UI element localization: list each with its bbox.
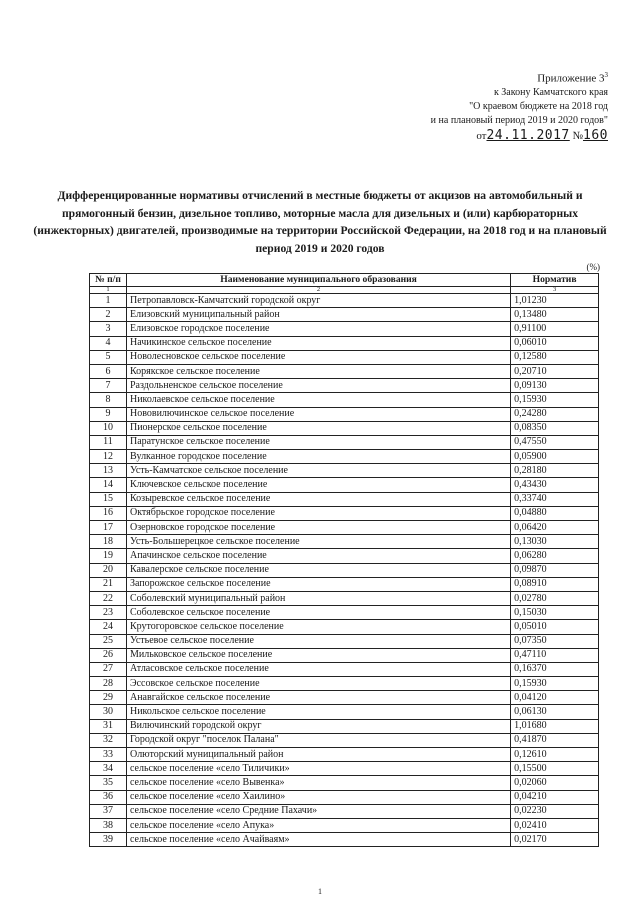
- table-row: [90, 677, 599, 691]
- row-number: 12: [90, 450, 127, 464]
- row-number: 13: [90, 464, 127, 478]
- row-number: 15: [90, 492, 127, 506]
- municipality-name: Корякское сельское поселение: [126, 364, 510, 378]
- norm-value: 0,91100: [511, 322, 599, 336]
- table-body: [90, 294, 599, 847]
- municipality-name: Октябрьское городское поселение: [126, 506, 510, 520]
- norm-value: 0,15930: [511, 677, 599, 691]
- row-number: 4: [90, 336, 127, 350]
- table-index-row: [90, 287, 599, 294]
- row-number: 18: [90, 535, 127, 549]
- norm-value: 0,28180: [511, 464, 599, 478]
- municipality-name: Соболевский муниципальный район: [126, 591, 510, 605]
- row-number: 19: [90, 549, 127, 563]
- norm-value: 0,20710: [511, 364, 599, 378]
- row-number: 24: [90, 620, 127, 634]
- appendix-title: Приложение $3^3$: [537, 71, 608, 85]
- norm-value: 0,06130: [511, 705, 599, 719]
- norm-value: 0,24280: [511, 407, 599, 421]
- table-row: [90, 393, 599, 407]
- municipality-name: Озерновское городское поселение: [126, 521, 510, 535]
- table-row: [90, 336, 599, 350]
- row-number: 33: [90, 748, 127, 762]
- row-number: 22: [90, 591, 127, 605]
- municipality-name: Анавгайское сельское поселение: [126, 691, 510, 705]
- norm-value: 0,02060: [511, 776, 599, 790]
- law-date: 24.11.2017: [486, 127, 570, 143]
- table-row: [90, 577, 599, 591]
- norm-value: 0,15030: [511, 606, 599, 620]
- norm-value: 0,05010: [511, 620, 599, 634]
- municipality-name: Никольское сельское поселение: [126, 705, 510, 719]
- table-row: [90, 762, 599, 776]
- row-number: 3: [90, 322, 127, 336]
- row-number: 37: [90, 804, 127, 818]
- norm-value: 0,41870: [511, 733, 599, 747]
- unit-label: (%): [586, 262, 600, 272]
- table-row: [90, 776, 599, 790]
- row-number: 6: [90, 364, 127, 378]
- law-title-line-2: и на плановый период 2019 и 2020 годов": [430, 114, 608, 126]
- municipality-name: Новолесновское сельское поселение: [126, 350, 510, 364]
- norm-value: 0,16370: [511, 662, 599, 676]
- norm-value: 0,09870: [511, 563, 599, 577]
- row-number: 21: [90, 577, 127, 591]
- norm-value: 0,33740: [511, 492, 599, 506]
- table-row: [90, 634, 599, 648]
- municipality-name: Усть-Камчатское сельское поселение: [126, 464, 510, 478]
- row-number: 29: [90, 691, 127, 705]
- norm-value: 0,47550: [511, 435, 599, 449]
- municipality-name: Усть-Большерецкое сельское поселение: [126, 535, 510, 549]
- table-row: [90, 364, 599, 378]
- page-number: 1: [318, 887, 322, 896]
- row-number: 9: [90, 407, 127, 421]
- norm-value: 0,15930: [511, 393, 599, 407]
- norm-value: 0,08350: [511, 421, 599, 435]
- municipality-name: Николаевское сельское поселение: [126, 393, 510, 407]
- law-number: 160: [583, 127, 608, 143]
- norm-value: 0,07350: [511, 634, 599, 648]
- norm-value: 0,02230: [511, 804, 599, 818]
- norms-table: [89, 273, 599, 847]
- municipality-name: Начикинское сельское поселение: [126, 336, 510, 350]
- table-row: [90, 662, 599, 676]
- municipality-name: Олюторский муниципальный район: [126, 748, 510, 762]
- municipality-name: сельское поселение «село Тиличики»: [126, 762, 510, 776]
- row-number: 36: [90, 790, 127, 804]
- norm-value: 0,47110: [511, 648, 599, 662]
- table-row: [90, 350, 599, 364]
- municipality-name: Соболевское сельское поселение: [126, 606, 510, 620]
- table-row: [90, 691, 599, 705]
- law-reference: к Закону Камчатского края: [493, 86, 608, 98]
- row-number: 10: [90, 421, 127, 435]
- municipality-name: Козыревское сельское поселение: [126, 492, 510, 506]
- table-row: [90, 790, 599, 804]
- municipality-name: сельское поселение «село Хаилино»: [126, 790, 510, 804]
- table-row: [90, 804, 599, 818]
- municipality-name: Мильковское сельское поселение: [126, 648, 510, 662]
- municipality-name: Крутогоровское сельское поселение: [126, 620, 510, 634]
- row-number: 17: [90, 521, 127, 535]
- table-row: [90, 705, 599, 719]
- municipality-name: Вулканное городское поселение: [126, 450, 510, 464]
- table-row: [90, 563, 599, 577]
- norm-value: 0,05900: [511, 450, 599, 464]
- municipality-name: Ключевское сельское поселение: [126, 478, 510, 492]
- row-number: 1: [90, 294, 127, 308]
- municipality-name: Нововилючинское сельское поселение: [126, 407, 510, 421]
- norm-value: 0,02410: [511, 818, 599, 832]
- table-header-row: [90, 274, 599, 287]
- row-number: 5: [90, 350, 127, 364]
- index-cell: 2: [126, 287, 510, 294]
- table-row: [90, 464, 599, 478]
- row-number: 31: [90, 719, 127, 733]
- norm-value: 0,02780: [511, 591, 599, 605]
- law-date-number: от24.11.2017 №160: [476, 127, 608, 143]
- table-row: [90, 521, 599, 535]
- table-row: [90, 733, 599, 747]
- table-row: [90, 407, 599, 421]
- municipality-name: Пионерское сельское поселение: [126, 421, 510, 435]
- municipality-name: Кавалерское сельское поселение: [126, 563, 510, 577]
- row-number: 39: [90, 833, 127, 847]
- table-row: [90, 549, 599, 563]
- norm-value: 0,15500: [511, 762, 599, 776]
- table-row: [90, 379, 599, 393]
- norm-value: 0,02170: [511, 833, 599, 847]
- header-norm: Норматив: [511, 274, 599, 287]
- table-row: [90, 833, 599, 847]
- municipality-name: Запорожское сельское поселение: [126, 577, 510, 591]
- table-row: [90, 719, 599, 733]
- municipality-name: сельское поселение «село Ачайваям»: [126, 833, 510, 847]
- municipality-name: сельское поселение «село Средние Пахачи»: [126, 804, 510, 818]
- municipality-name: Раздольненское сельское поселение: [126, 379, 510, 393]
- row-number: 7: [90, 379, 127, 393]
- table-row: [90, 478, 599, 492]
- norm-value: 1,01680: [511, 719, 599, 733]
- row-number: 27: [90, 662, 127, 676]
- table-row: [90, 506, 599, 520]
- table-row: [90, 435, 599, 449]
- row-number: 11: [90, 435, 127, 449]
- table-row: [90, 591, 599, 605]
- table-row: [90, 818, 599, 832]
- row-number: 20: [90, 563, 127, 577]
- row-number: 25: [90, 634, 127, 648]
- norm-value: 0,06010: [511, 336, 599, 350]
- municipality-name: Петропавловск-Камчатский городской округ: [126, 294, 510, 308]
- municipality-name: Эссовское сельское поселение: [126, 677, 510, 691]
- table-row: [90, 648, 599, 662]
- municipality-name: Апачинское сельское поселение: [126, 549, 510, 563]
- row-number: 32: [90, 733, 127, 747]
- norm-value: 1,01230: [511, 294, 599, 308]
- norm-value: 0,12580: [511, 350, 599, 364]
- row-number: 14: [90, 478, 127, 492]
- municipality-name: Атласовское сельское поселение: [126, 662, 510, 676]
- table-row: [90, 308, 599, 322]
- norm-value: 0,43430: [511, 478, 599, 492]
- norm-value: 0,08910: [511, 577, 599, 591]
- norm-value: 0,13480: [511, 308, 599, 322]
- index-cell: 3: [511, 287, 599, 294]
- norm-value: 0,04120: [511, 691, 599, 705]
- row-number: 23: [90, 606, 127, 620]
- law-title-line-1: "О краевом бюджете на 2018 год: [469, 100, 608, 112]
- table-row: [90, 535, 599, 549]
- index-cell: 1: [90, 287, 127, 294]
- municipality-name: Городской округ "поселок Палана": [126, 733, 510, 747]
- document-header: [431, 68, 608, 143]
- header-name: Наименование муниципального образования: [126, 274, 510, 287]
- row-number: 2: [90, 308, 127, 322]
- table-row: [90, 322, 599, 336]
- municipality-name: сельское поселение «село Апука»: [126, 818, 510, 832]
- municipality-name: сельское поселение «село Вывенка»: [126, 776, 510, 790]
- table-row: [90, 421, 599, 435]
- row-number: 35: [90, 776, 127, 790]
- row-number: 26: [90, 648, 127, 662]
- norm-value: 0,04210: [511, 790, 599, 804]
- table-row: [90, 294, 599, 308]
- document-title: Дифференцированные нормативы отчислений в местные бюджеты от акцизов на автомобильный и прямогонный бензин, дизельное топливо, моторные масла для дизельных и (или) карбюраторных (инжекторных) двигателей, производимые на территории Российской Федерации, на 2018 год и на плановый период 2019 и 2020 годов: [33, 189, 607, 255]
- row-number: 34: [90, 762, 127, 776]
- row-number: 16: [90, 506, 127, 520]
- norm-value: 0,04880: [511, 506, 599, 520]
- table-row: [90, 492, 599, 506]
- row-number: 28: [90, 677, 127, 691]
- table-row: [90, 620, 599, 634]
- norm-value: 0,13030: [511, 535, 599, 549]
- municipality-name: Устьевое сельское поселение: [126, 634, 510, 648]
- norm-value: 0,09130: [511, 379, 599, 393]
- row-number: 8: [90, 393, 127, 407]
- municipality-name: Вилючинский городской округ: [126, 719, 510, 733]
- municipality-name: Паратунское сельское поселение: [126, 435, 510, 449]
- municipality-name: Елизовский муниципальный район: [126, 308, 510, 322]
- municipality-name: Елизовское городское поселение: [126, 322, 510, 336]
- norm-value: 0,12610: [511, 748, 599, 762]
- table-row: [90, 748, 599, 762]
- header-number: № п/п: [90, 274, 127, 287]
- table-row: [90, 606, 599, 620]
- table-row: [90, 450, 599, 464]
- row-number: 30: [90, 705, 127, 719]
- norm-value: 0,06420: [511, 521, 599, 535]
- norm-value: 0,06280: [511, 549, 599, 563]
- row-number: 38: [90, 818, 127, 832]
